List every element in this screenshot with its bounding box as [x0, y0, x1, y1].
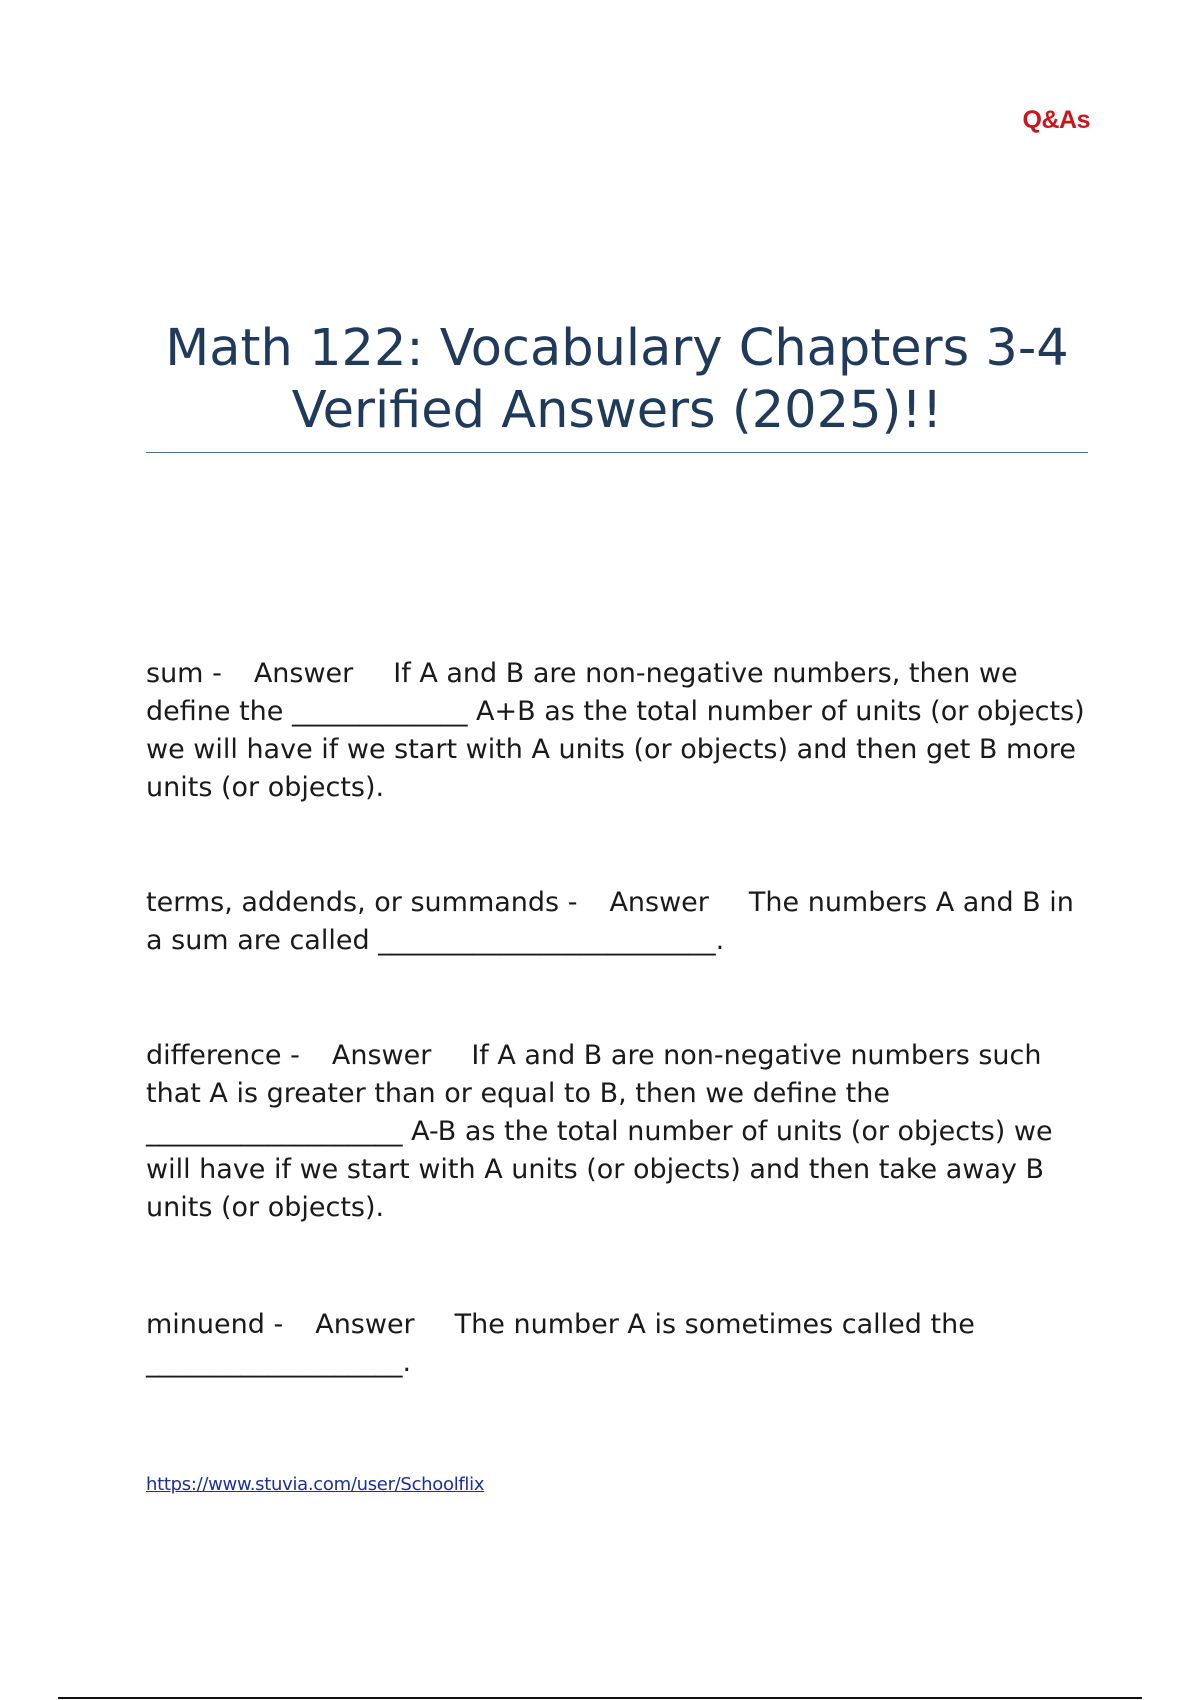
source-link[interactable]: https://www.stuvia.com/user/Schoolflix	[146, 1474, 485, 1495]
entry-term: terms, addends, or summands -	[146, 887, 578, 918]
page-title: Math 122: Vocabulary Chapters 3-4 Verified Answers (2025)!!	[165, 319, 1069, 440]
entry-term: difference -	[146, 1040, 300, 1071]
vocabulary-entry-minuend	[146, 1306, 1096, 1382]
entry-term: sum -	[146, 658, 222, 689]
entry-definition: If A and B are non-negative numbers, then we define the _____________ A+B as the total number of units (or objects) we will have if we start with A units (or objects) and then get B more units (or objects).	[146, 658, 1085, 803]
entry-definition: If A and B are non-negative numbers such that A is greater than or equal to B, then we define the ___________________ A-B as the total number of units (or objects) we will have if we start with A units (or objects) and then take away B units (or objects).	[146, 1040, 1053, 1223]
vocabulary-entry-terms	[146, 884, 1096, 960]
title-divider	[146, 452, 1088, 453]
entry-answer-label: Answer	[253, 658, 354, 689]
qa-badge: Q&As	[1022, 106, 1090, 134]
entry-definition: The number A is sometimes called the ___________________.	[146, 1309, 975, 1378]
entry-definition: The numbers A and B in a sum are called _________________________.	[146, 887, 1074, 956]
footer-divider	[58, 1697, 1142, 1699]
entry-answer-label: Answer	[609, 887, 709, 918]
vocabulary-entry-sum	[146, 655, 1096, 807]
vocabulary-entry-difference	[146, 1037, 1096, 1227]
entry-answer-label: Answer	[331, 1040, 432, 1071]
entry-term: minuend -	[146, 1309, 284, 1340]
entry-answer-label: Answer	[315, 1309, 415, 1340]
